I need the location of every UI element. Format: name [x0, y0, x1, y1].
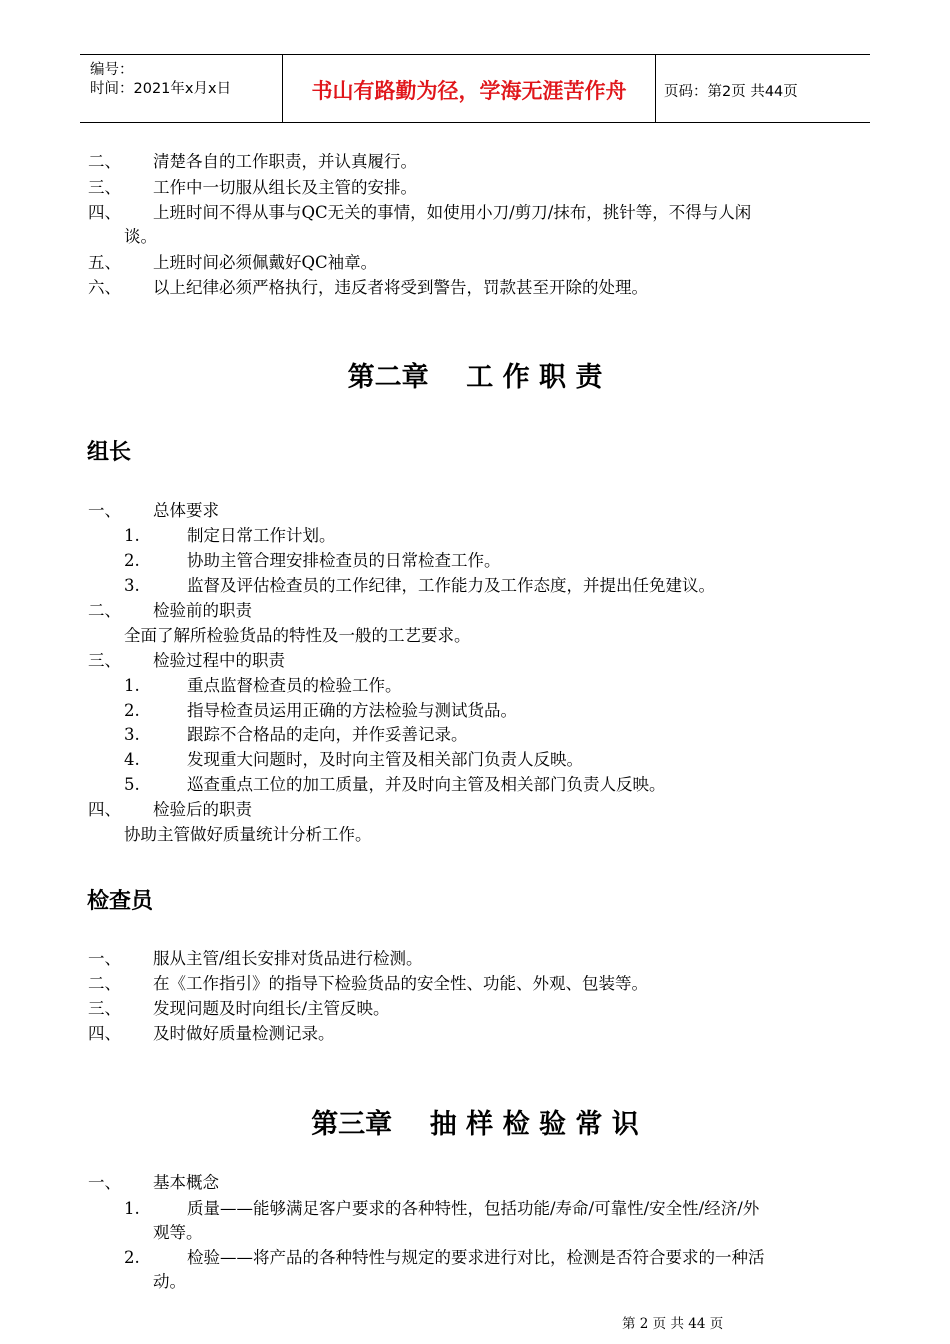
item-number: 一、 [88, 501, 121, 520]
sub-item-number: 1. [124, 1199, 140, 1218]
item-number: 二、 [88, 974, 121, 993]
rule-number: 四、 [88, 203, 121, 222]
sub-item-number: 1. [124, 676, 140, 695]
rule-text: 以上纪律必须严格执行，违反者将受到警告，罚款甚至开除的处理。 [153, 278, 648, 297]
sub-item-number: 2. [124, 551, 140, 570]
rule-number: 五、 [88, 253, 121, 272]
chapter3-title: 第三章 抽 样 检 验 常 识 [311, 1109, 639, 1140]
sub-item-text-continuation: 观等。 [153, 1223, 203, 1242]
item-text: 发现问题及时向组长/主管反映。 [153, 999, 390, 1018]
item-number: 三、 [88, 651, 121, 670]
sub-item-number: 2. [124, 1248, 140, 1267]
header-time-label: 时间：2021年x月x日 [90, 81, 232, 97]
header-page-info: 页码：第2页 共44页 [664, 84, 798, 100]
header-code-label: 编号： [90, 62, 134, 78]
item-title: 检验后的职责 [153, 800, 252, 819]
sub-item-text: 检验——将产品的各种特性与规定的要求进行对比，检测是否符合要求的一种活 [187, 1248, 765, 1267]
item-title: 检验前的职责 [153, 601, 252, 620]
header-top-rule [80, 54, 870, 55]
item-text: 服从主管/组长安排对货品进行检测。 [153, 949, 423, 968]
rule-text: 清楚各自的工作职责，并认真履行。 [153, 152, 417, 171]
header-divider-right [655, 54, 656, 122]
rule-number: 六、 [88, 278, 121, 297]
sub-item-number: 5. [124, 775, 140, 794]
header-motto: 书山有路勤为径，学海无涯苦作舟 [311, 79, 627, 103]
sub-item-number: 2. [124, 701, 140, 720]
rule-text: 上班时间不得从事与QC无关的事情，如使用小刀/剪刀/抹布，挑针等，不得与人闲 [153, 203, 752, 222]
rule-text-continuation: 谈。 [124, 227, 157, 246]
page-footer: 第 2 页 共 44 页 [622, 1316, 724, 1332]
item-body: 全面了解所检验货品的特性及一般的工艺要求。 [124, 626, 471, 645]
sub-item-text: 巡查重点工位的加工质量，并及时向主管及相关部门负责人反映。 [187, 775, 666, 794]
item-title: 基本概念 [153, 1173, 219, 1192]
item-number: 一、 [88, 949, 121, 968]
section-heading-leader: 组长 [87, 440, 132, 465]
sub-item-text: 协助主管合理安排检查员的日常检查工作。 [187, 551, 501, 570]
item-number: 三、 [88, 999, 121, 1018]
sub-item-text: 指导检查员运用正确的方法检验与测试货品。 [187, 701, 517, 720]
sub-item-number: 1. [124, 526, 140, 545]
chapter2-title: 第二章 工 作 职 责 [347, 362, 603, 393]
rule-text: 上班时间必须佩戴好QC袖章。 [153, 253, 378, 272]
sub-item-text: 质量——能够满足客户要求的各种特性，包括功能/寿命/可靠性/安全性/经济/外 [187, 1199, 760, 1218]
sub-item-text: 发现重大问题时，及时向主管及相关部门负责人反映。 [187, 750, 583, 769]
sub-item-text-continuation: 动。 [153, 1272, 186, 1291]
item-title: 总体要求 [153, 501, 219, 520]
sub-item-text: 跟踪不合格品的走向，并作妥善记录。 [187, 725, 468, 744]
item-body: 协助主管做好质量统计分析工作。 [124, 825, 372, 844]
sub-item-text: 重点监督检查员的检验工作。 [187, 676, 402, 695]
rule-number: 二、 [88, 152, 121, 171]
item-number: 四、 [88, 1024, 121, 1043]
rule-text: 工作中一切服从组长及主管的安排。 [153, 178, 417, 197]
sub-item-number: 3. [124, 725, 140, 744]
sub-item-number: 4. [124, 750, 140, 769]
item-number: 一、 [88, 1173, 121, 1192]
item-title: 检验过程中的职责 [153, 651, 285, 670]
sub-item-text: 制定日常工作计划。 [187, 526, 336, 545]
item-number: 四、 [88, 800, 121, 819]
item-text: 在《工作指引》的指导下检验货品的安全性、功能、外观、包装等。 [153, 974, 648, 993]
rule-number: 三、 [88, 178, 121, 197]
item-number: 二、 [88, 601, 121, 620]
sub-item-number: 3. [124, 576, 140, 595]
sub-item-text: 监督及评估检查员的工作纪律，工作能力及工作态度，并提出任免建议。 [187, 576, 715, 595]
item-text: 及时做好质量检测记录。 [153, 1024, 335, 1043]
header-bottom-rule [80, 122, 870, 123]
section-heading-inspector: 检查员 [87, 889, 154, 914]
